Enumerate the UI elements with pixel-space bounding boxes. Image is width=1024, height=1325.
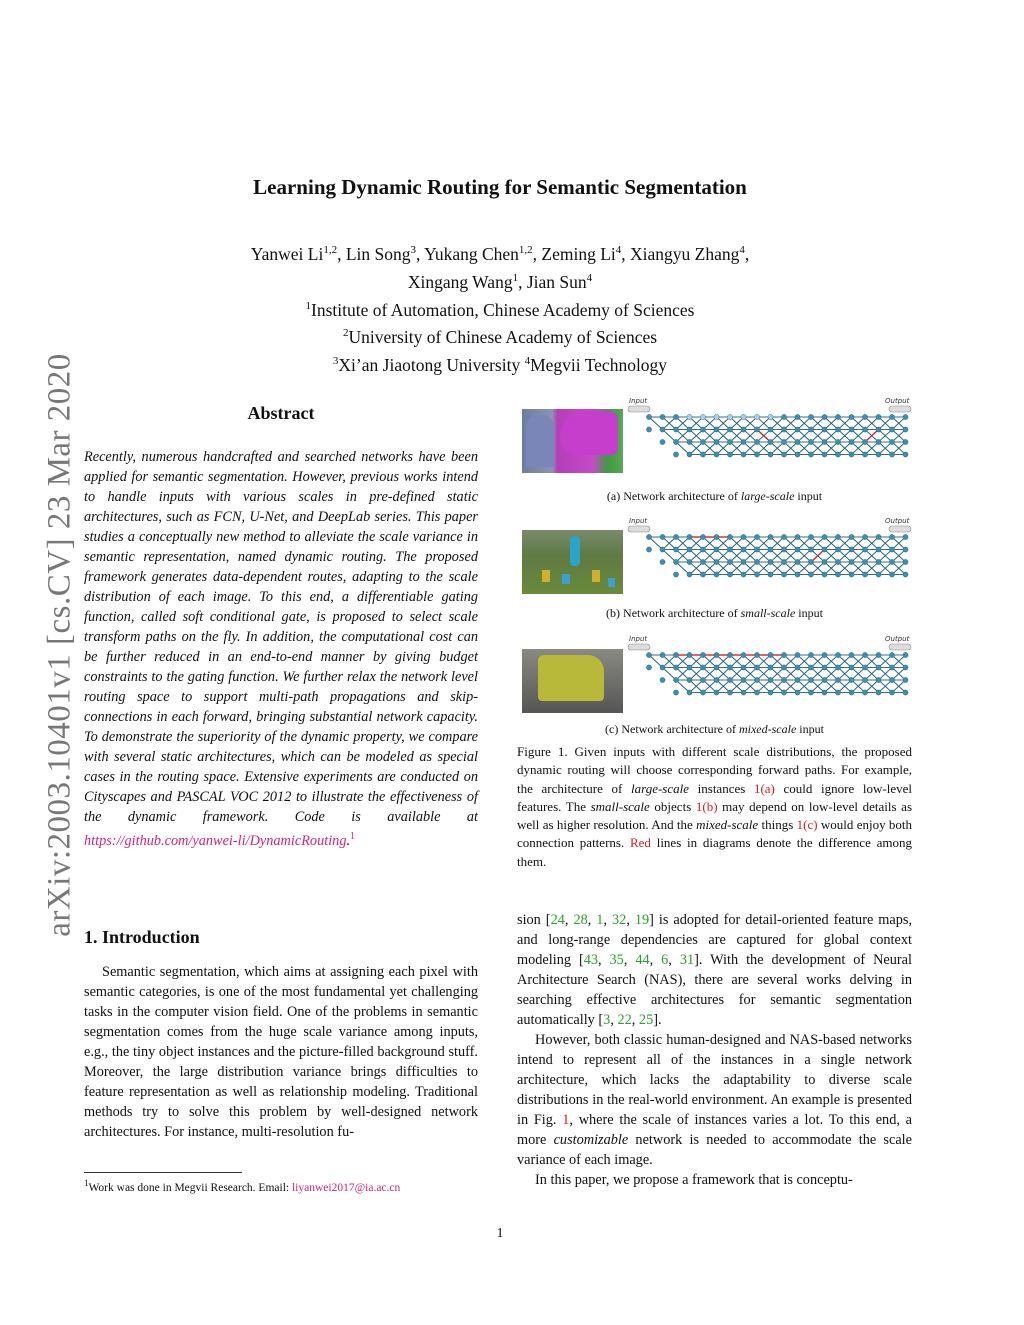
- route-node: [646, 652, 651, 657]
- route-node: [754, 572, 759, 577]
- route-node: [795, 690, 800, 695]
- photo-mixed-scale: [522, 649, 623, 713]
- route-node: [714, 677, 719, 682]
- route-node: [835, 559, 840, 564]
- route-node: [822, 559, 827, 564]
- route-node: [889, 439, 894, 444]
- route-node: [808, 677, 813, 682]
- route-node: [714, 652, 719, 657]
- routing-diagram-a: [627, 395, 917, 480]
- route-node: [741, 452, 746, 457]
- route-node: [862, 690, 867, 695]
- route-node: [835, 665, 840, 670]
- route-node: [700, 690, 705, 695]
- route-node: [741, 559, 746, 564]
- route-node: [714, 559, 719, 564]
- route-node: [768, 452, 773, 457]
- route-node: [822, 439, 827, 444]
- output-box: [889, 526, 911, 532]
- route-node: [754, 547, 759, 552]
- route-node: [795, 652, 800, 657]
- input-label: Input: [629, 397, 648, 405]
- author-block: [0, 238, 1000, 377]
- route-node: [795, 677, 800, 682]
- input-box: [628, 406, 650, 412]
- route-node: [673, 677, 678, 682]
- route-node: [889, 547, 894, 552]
- route-node: [876, 665, 881, 670]
- route-node: [903, 559, 908, 564]
- route-node: [822, 665, 827, 670]
- route-node: [700, 439, 705, 444]
- route-node: [754, 439, 759, 444]
- route-node: [808, 452, 813, 457]
- route-node: [687, 652, 692, 657]
- route-node: [849, 414, 854, 419]
- route-node: [768, 677, 773, 682]
- route-node: [835, 534, 840, 539]
- route-node: [687, 452, 692, 457]
- route-node: [781, 665, 786, 670]
- route-node: [862, 414, 867, 419]
- route-node: [903, 652, 908, 657]
- route-node: [700, 677, 705, 682]
- route-node: [876, 427, 881, 432]
- subcaption-a: (a) Network architecture of large-scale input: [606, 489, 823, 503]
- authors-line-2: Xingang Wang$^1$, Jian Sun$^4$: [407, 271, 593, 292]
- route-node: [835, 452, 840, 457]
- route-node: [876, 547, 881, 552]
- route-node: [687, 677, 692, 682]
- route-node: [727, 534, 732, 539]
- route-node: [727, 572, 732, 577]
- route-node: [876, 452, 881, 457]
- route-node: [754, 414, 759, 419]
- route-node: [714, 427, 719, 432]
- route-node: [714, 414, 719, 419]
- route-node: [673, 572, 678, 577]
- route-node: [849, 452, 854, 457]
- route-node: [768, 665, 773, 670]
- right-paragraph-2: However, both classic human-designed and NAS-based networks intend to represent all of the instances in a single network architecture, which lacks the adaptability to diverse scale distributions in the real-world environment. An example is presented in Fig. 1, where the scale of instances varies a lot. To this end, a more customizable network is needed to accommodate the scale variance of each image.: [517, 1032, 913, 1168]
- output-label: Output: [885, 635, 910, 643]
- route-node: [781, 414, 786, 419]
- route-node: [808, 427, 813, 432]
- fig-ref-1a[interactable]: 1(a): [753, 780, 775, 796]
- route-node: [781, 690, 786, 695]
- route-node: [700, 534, 705, 539]
- route-node: [646, 665, 651, 670]
- route-node: [700, 559, 705, 564]
- route-node: [687, 665, 692, 670]
- route-node: [673, 547, 678, 552]
- fig-ref-1c[interactable]: 1(c): [796, 817, 818, 833]
- route-node: [876, 414, 881, 419]
- route-node: [876, 652, 881, 657]
- route-node: [889, 452, 894, 457]
- route-node: [876, 677, 881, 682]
- route-node: [862, 427, 867, 432]
- route-node: [754, 665, 759, 670]
- route-node: [849, 665, 854, 670]
- route-node: [741, 677, 746, 682]
- route-node: [768, 439, 773, 444]
- route-node: [835, 427, 840, 432]
- route-node: [781, 452, 786, 457]
- route-node: [795, 559, 800, 564]
- route-node: [768, 547, 773, 552]
- route-node: [673, 439, 678, 444]
- affiliation-1: $^1$Institute of Automation, Chinese Academy of Sciences: [305, 299, 695, 320]
- route-node: [795, 547, 800, 552]
- route-node: [754, 677, 759, 682]
- route-node: [822, 414, 827, 419]
- route-node: [849, 690, 854, 695]
- email-link[interactable]: liyanwei2017@ia.ac.cn: [291, 1181, 401, 1194]
- route-node: [876, 439, 881, 444]
- route-node: [849, 677, 854, 682]
- route-node: [660, 547, 665, 552]
- route-node: [795, 427, 800, 432]
- route-node: [903, 534, 908, 539]
- route-node: [862, 439, 867, 444]
- route-node: [849, 427, 854, 432]
- affiliation-2: $^2$University of Chinese Academy of Sciences: [342, 327, 658, 348]
- route-node: [822, 572, 827, 577]
- route-node: [795, 414, 800, 419]
- route-node: [781, 677, 786, 682]
- subcaption-b: (b) Network architecture of small-scale input: [606, 606, 823, 620]
- input-box: [628, 526, 650, 532]
- route-node: [687, 534, 692, 539]
- route-node: [646, 427, 651, 432]
- route-node: [687, 439, 692, 444]
- route-node: [714, 547, 719, 552]
- route-node: [903, 665, 908, 670]
- route-node: [808, 534, 813, 539]
- route-node: [822, 427, 827, 432]
- affiliation-3: $^3$Xi’an Jiaotong University $^4$Megvii Technology: [332, 355, 668, 376]
- route-node: [795, 572, 800, 577]
- route-node: [727, 665, 732, 670]
- route-node: [822, 452, 827, 457]
- abstract-body: Recently, numerous handcrafted and searched networks have been applied for semantic segmentation. However, previous works intend to handle inputs with various scales in pre-defined static architectures, such as FCN, U-Net, and DeepLab series. This paper studies a conceptually new method to alleviate the scale variance in semantic representation, named dynamic routing. The proposed framework generates data-dependent routes, adapting to the scale distribution of each image. To this end, a differentiable gating function, called soft conditional gate, is proposed to select scale transform paths on the fly. In addition, the computational cost can be further reduced in an end-to-end manner by giving budget constraints to the gating function. We further relax the network level routing space to support multi-path propagations and skip-connections in each forward, bringing substantial network capacity. To demonstrate the superiority of the dynamic property, we compare with several static architectures, which can be modeled as special cases in the routing space. Extensive experiments are conducted on Cityscapes and PASCAL VOC 2012 to illustrate the effectiveness of the dynamic framework. Code is available at https://github.com/yanwei-li/DynamicRouting.$^1$: [84, 449, 478, 849]
- route-node: [727, 559, 732, 564]
- code-link[interactable]: https://github.com/yanwei-li/DynamicRouting: [84, 832, 347, 849]
- route-node: [646, 414, 651, 419]
- route-node: [741, 439, 746, 444]
- route-node: [687, 572, 692, 577]
- route-node: [700, 665, 705, 670]
- route-node: [795, 452, 800, 457]
- routing-diagram-b: [627, 515, 917, 600]
- route-node: [849, 439, 854, 444]
- route-node: [822, 690, 827, 695]
- route-node: [889, 690, 894, 695]
- route-node: [849, 652, 854, 657]
- route-node: [768, 572, 773, 577]
- route-node: [781, 547, 786, 552]
- route-node: [862, 547, 867, 552]
- route-node: [754, 652, 759, 657]
- right-column-text: [517, 910, 912, 1190]
- right-paragraph-1: sion [24, 28, 1, 32, 19] is adopted for detail-oriented feature maps, and long-range dependencies are captured for global context modeling [43, 35, 44, 6, 31]. With the development of Neural Architecture Search (NAS), there are several works delving in searching effective architectures for semantic segmentation automatically [3, 22, 25].: [517, 912, 913, 1028]
- input-label: Input: [629, 635, 648, 643]
- route-node: [903, 572, 908, 577]
- route-node: [714, 452, 719, 457]
- route-node: [903, 690, 908, 695]
- route-node: [903, 452, 908, 457]
- route-node: [822, 547, 827, 552]
- route-node: [700, 427, 705, 432]
- route-node: [822, 652, 827, 657]
- route-node: [781, 427, 786, 432]
- footnote-marker: 1: [350, 831, 356, 842]
- authors-line-1: Yanwei Li$^{1,2}$, Lin Song$^3$, Yukang Chen$^{1,2}$, Zeming Li$^4$, Xiangyu Zhang$^4$,: [250, 243, 750, 264]
- route-node: [768, 652, 773, 657]
- route-node: [889, 427, 894, 432]
- right-paragraph-3: In this paper, we propose a framework that is conceptu-: [535, 1172, 853, 1188]
- arxiv-identifier: arXiv:2003.10401v1 [cs.CV] 23 Mar 2020: [41, 353, 78, 937]
- route-node: [660, 652, 665, 657]
- route-node: [727, 690, 732, 695]
- route-node: [862, 452, 867, 457]
- route-node: [862, 534, 867, 539]
- route-node: [741, 547, 746, 552]
- section-heading-introduction: 1. Introduction: [84, 927, 200, 947]
- route-node: [862, 677, 867, 682]
- route-node: [849, 572, 854, 577]
- route-node: [727, 652, 732, 657]
- route-node: [876, 534, 881, 539]
- route-node: [727, 547, 732, 552]
- route-node: [808, 665, 813, 670]
- route-node: [700, 414, 705, 419]
- route-node: [754, 427, 759, 432]
- route-node: [849, 547, 854, 552]
- route-node: [660, 677, 665, 682]
- route-node: [714, 439, 719, 444]
- route-node: [835, 572, 840, 577]
- route-node: [714, 572, 719, 577]
- route-node: [700, 652, 705, 657]
- route-node: [741, 534, 746, 539]
- route-node: [741, 427, 746, 432]
- abstract-heading: Abstract: [247, 403, 315, 423]
- route-node: [687, 547, 692, 552]
- route-node: [862, 572, 867, 577]
- route-node: [889, 559, 894, 564]
- route-node: [727, 414, 732, 419]
- figure-1: [517, 395, 917, 740]
- route-node: [660, 427, 665, 432]
- route-node: [741, 665, 746, 670]
- route-node: [822, 677, 827, 682]
- route-node: [727, 439, 732, 444]
- route-node: [903, 677, 908, 682]
- route-node: [700, 547, 705, 552]
- route-node: [889, 677, 894, 682]
- figure-1-caption: Figure 1. Given inputs with different scale distributions, the proposed dynamic routing will choose corresponding forward paths. For example, the architecture of large-scale instances 1(a) could ignore low-level features. The small-scale objects 1(b) may depend on low-level details as well as higher resolution. And the mixed-scale things 1(c) would enjoy both connection patterns. Red lines in diagrams denote the difference among them.: [517, 744, 913, 869]
- output-box: [889, 644, 911, 650]
- input-label: Input: [629, 517, 648, 525]
- route-node: [781, 572, 786, 577]
- photo-small-scale: [522, 530, 623, 594]
- route-node: [673, 452, 678, 457]
- route-node: [808, 439, 813, 444]
- fig-ref-1[interactable]: 1: [562, 1112, 570, 1128]
- route-node: [903, 439, 908, 444]
- route-node: [876, 572, 881, 577]
- route-node: [646, 534, 651, 539]
- route-node: [808, 559, 813, 564]
- route-node: [768, 559, 773, 564]
- route-node: [714, 534, 719, 539]
- route-node: [781, 534, 786, 539]
- route-node: [673, 652, 678, 657]
- route-node: [741, 652, 746, 657]
- route-node: [714, 665, 719, 670]
- route-node: [673, 427, 678, 432]
- photo-large-scale: [522, 409, 623, 473]
- footnote: $^1$Work was done in Megvii Research. Email: liyanwei2017@ia.ac.cn: [84, 1178, 401, 1194]
- route-node: [903, 547, 908, 552]
- route-node: [660, 559, 665, 564]
- intro-paragraph: Semantic segmentation, which aims at assigning each pixel with semantic categories, is one of the most fundamental yet challenging tasks in the computer vision field. One of the problems in semantic segmentation comes from the huge scale variance among inputs, e.g., the tiny object instances and the picture-filled background stuff. Moreover, the large distribution variance brings difficulties to feature representation as well as relationship modeling. Traditional methods try to solve this problem by well-designed network architectures. For instance, multi-resolution fu-: [84, 964, 478, 1140]
- route-node: [849, 534, 854, 539]
- route-node: [714, 690, 719, 695]
- route-node: [673, 414, 678, 419]
- route-node: [808, 690, 813, 695]
- route-node: [835, 652, 840, 657]
- route-node: [687, 414, 692, 419]
- route-node: [822, 534, 827, 539]
- route-node: [889, 572, 894, 577]
- route-node: [660, 534, 665, 539]
- subcaption-c: (c) Network architecture of mixed-scale input: [605, 722, 824, 736]
- output-box: [889, 406, 911, 412]
- input-box: [628, 644, 650, 650]
- route-node: [835, 690, 840, 695]
- route-node: [889, 414, 894, 419]
- route-node: [781, 439, 786, 444]
- route-node: [835, 439, 840, 444]
- route-node: [876, 690, 881, 695]
- route-node: [673, 665, 678, 670]
- route-node: [808, 414, 813, 419]
- footnote-divider: [84, 1172, 242, 1173]
- route-node: [835, 677, 840, 682]
- paper-title: Learning Dynamic Routing for Semantic Segmentation: [253, 175, 747, 199]
- route-node: [741, 690, 746, 695]
- route-node: [781, 652, 786, 657]
- route-node: [768, 427, 773, 432]
- route-node: [727, 427, 732, 432]
- route-node: [781, 559, 786, 564]
- route-node: [687, 427, 692, 432]
- route-node: [903, 427, 908, 432]
- route-node: [754, 534, 759, 539]
- page-number: 1: [496, 1226, 504, 1241]
- route-node: [795, 534, 800, 539]
- fig-ref-1b[interactable]: 1(b): [695, 798, 718, 814]
- route-node: [754, 559, 759, 564]
- output-label: Output: [885, 517, 910, 525]
- route-node: [795, 665, 800, 670]
- route-node: [673, 559, 678, 564]
- route-node: [660, 414, 665, 419]
- route-node: [835, 414, 840, 419]
- route-node: [700, 572, 705, 577]
- route-node: [687, 690, 692, 695]
- route-node: [808, 547, 813, 552]
- route-node: [849, 559, 854, 564]
- route-node: [754, 452, 759, 457]
- route-node: [660, 665, 665, 670]
- route-node: [862, 665, 867, 670]
- output-label: Output: [885, 397, 910, 405]
- routing-diagram-c: [627, 633, 917, 718]
- route-node: [835, 547, 840, 552]
- route-node: [741, 414, 746, 419]
- route-node: [700, 452, 705, 457]
- route-node: [795, 439, 800, 444]
- route-node: [646, 547, 651, 552]
- route-node: [687, 559, 692, 564]
- route-node: [741, 572, 746, 577]
- route-node: [889, 652, 894, 657]
- route-node: [768, 534, 773, 539]
- route-node: [876, 559, 881, 564]
- route-node: [660, 439, 665, 444]
- route-node: [727, 452, 732, 457]
- route-node: [808, 572, 813, 577]
- route-node: [862, 652, 867, 657]
- route-node: [727, 677, 732, 682]
- route-node: [808, 652, 813, 657]
- route-node: [754, 690, 759, 695]
- route-node: [889, 534, 894, 539]
- route-node: [862, 559, 867, 564]
- route-node: [673, 534, 678, 539]
- route-node: [903, 414, 908, 419]
- route-node: [768, 414, 773, 419]
- route-node: [889, 665, 894, 670]
- route-node: [768, 690, 773, 695]
- route-node: [673, 690, 678, 695]
